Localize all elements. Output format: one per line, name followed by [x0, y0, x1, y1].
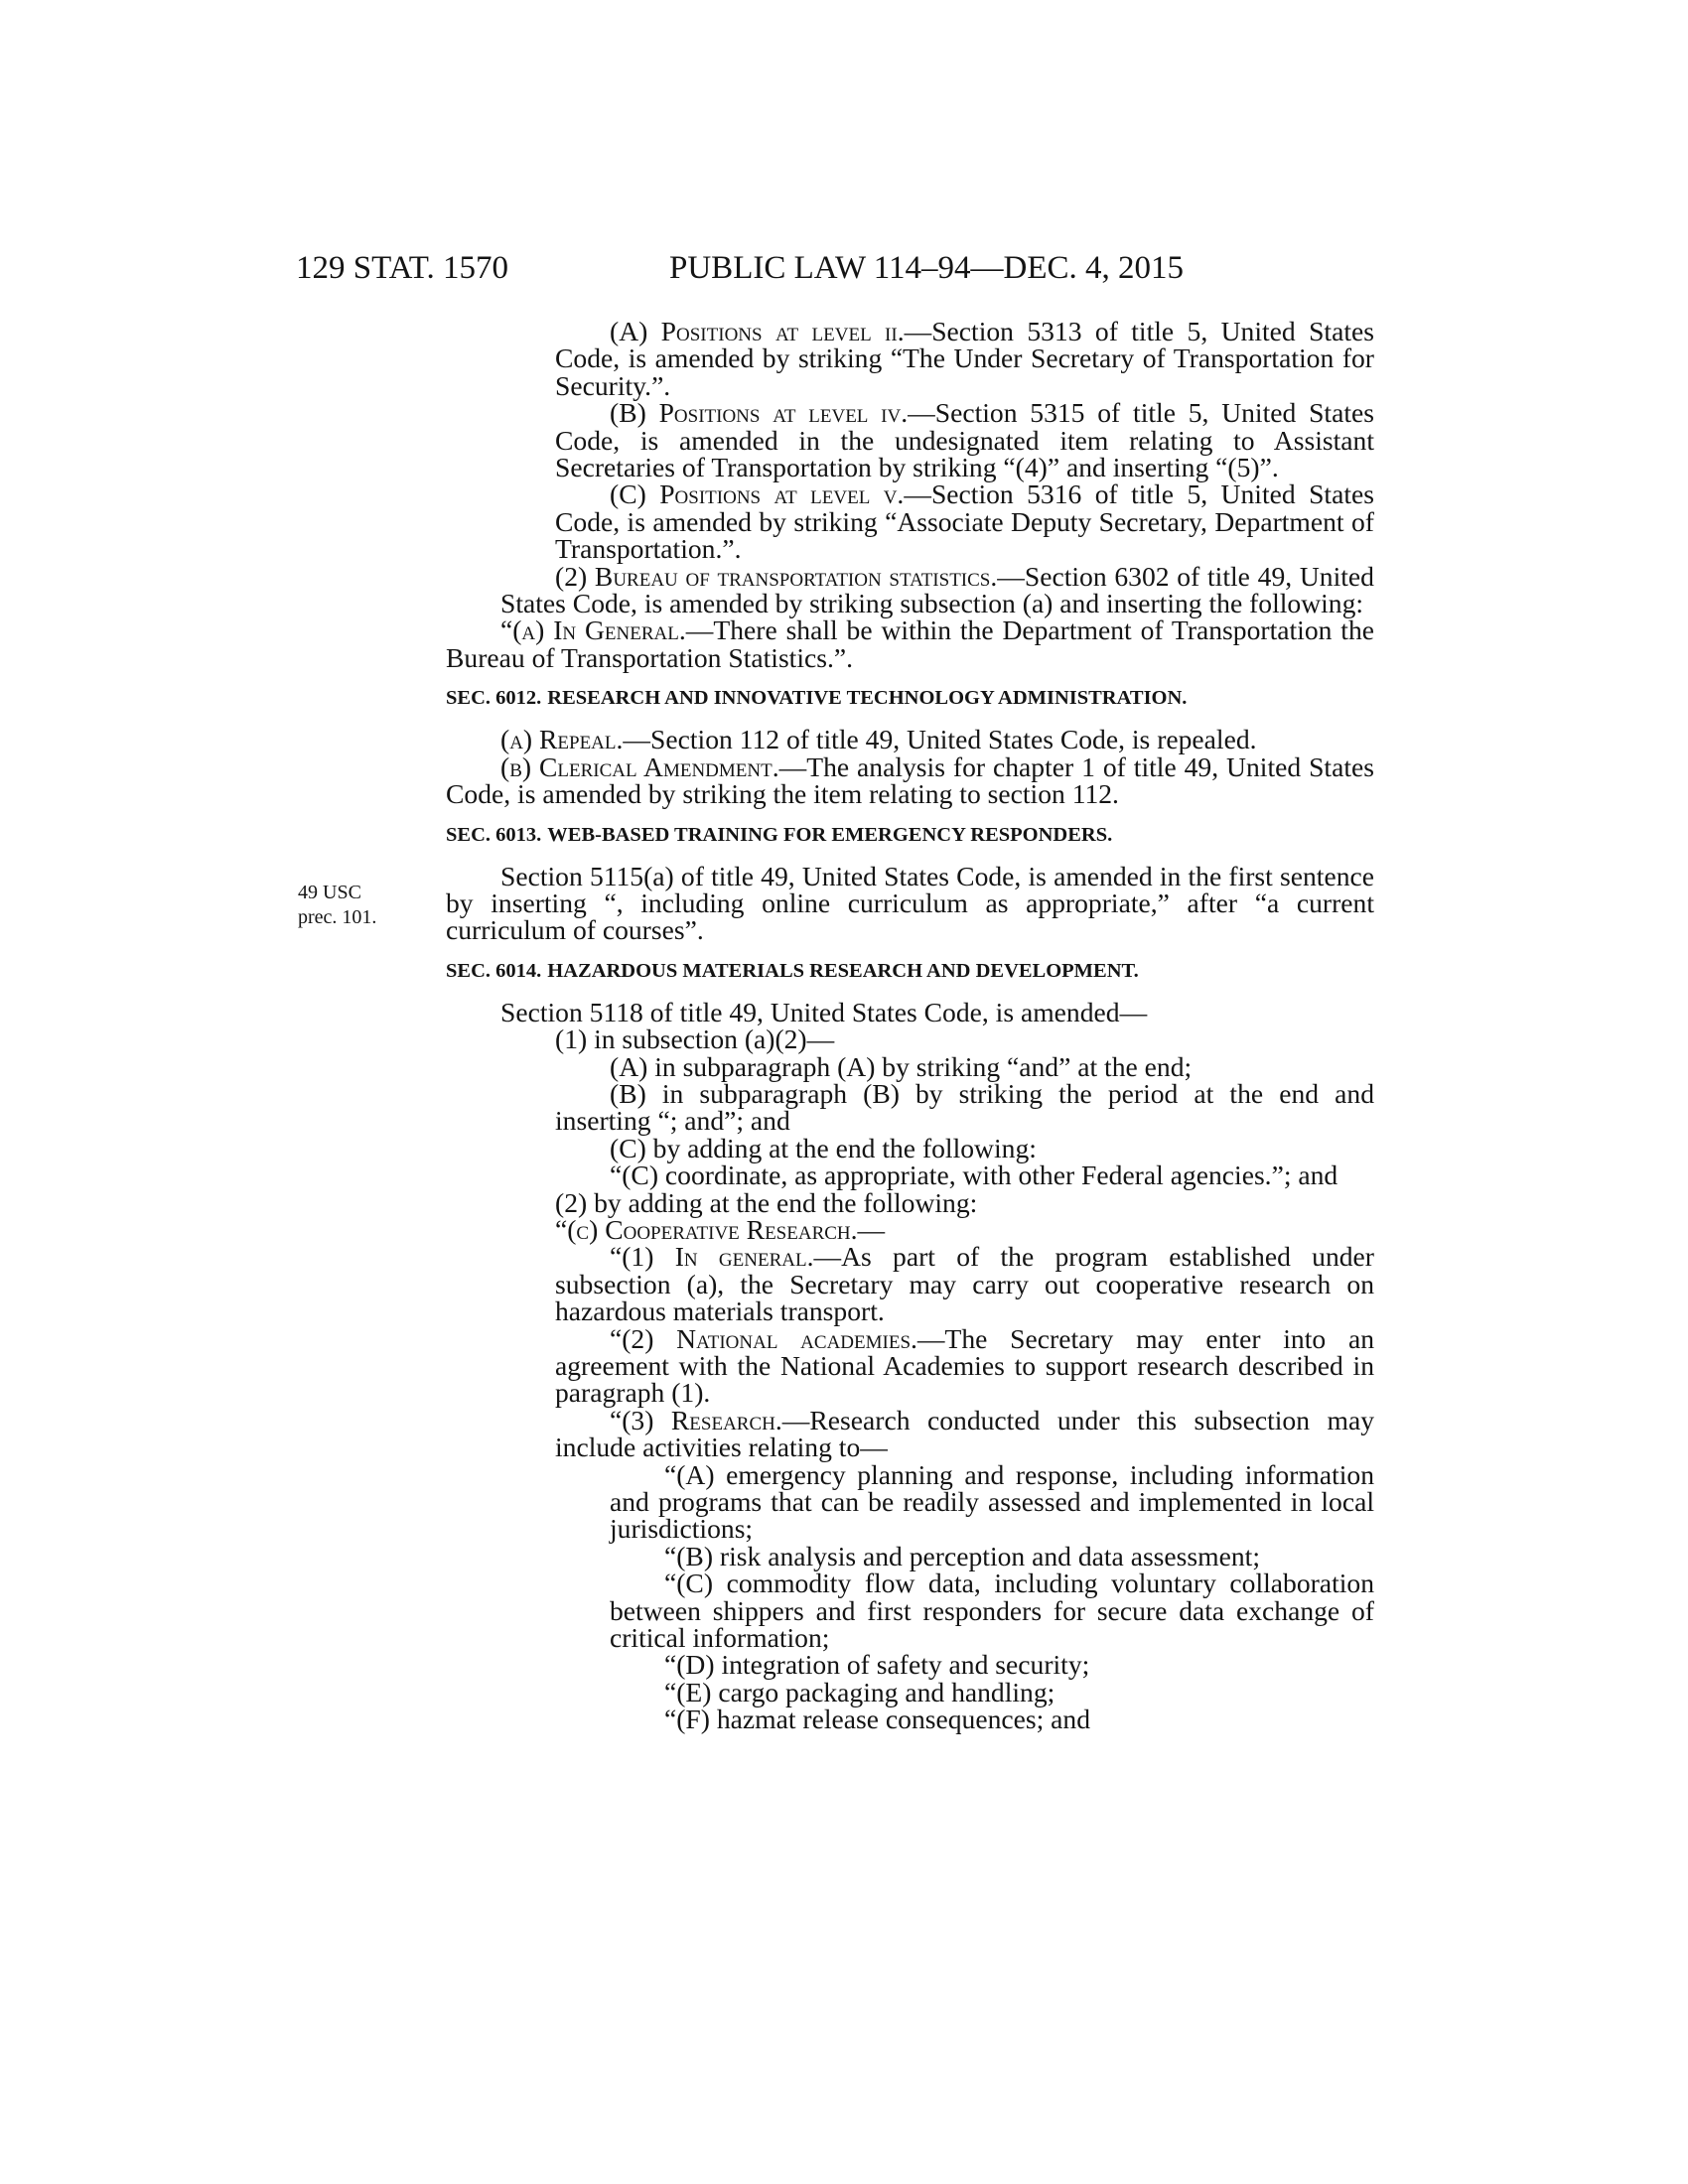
paragraph-research-d: “(D) integration of safety and security; [664, 1649, 1090, 1681]
paragraph-research-f: “(F) hazmat release consequences; and [664, 1704, 1091, 1735]
paragraph-positions-level-iv [500, 397, 1374, 483]
paragraph-heading: (A) Positions at level ii. [610, 316, 905, 346]
paragraph-in-general-1 [500, 1241, 1374, 1327]
paragraph-adding-at-end: (2) by adding at the end the following: [555, 1186, 978, 1218]
paragraph-cooperative-research [500, 1213, 1374, 1245]
paragraph-text: —There shall be within the Department of Transportation the Bureau of Transportation Statistics.”. [446, 614, 1374, 673]
paragraph-research-c: “(C) commodity flow data, including voluntary collaboration between shippers and first responders for secure data exchange of critical information; [610, 1568, 1374, 1654]
paragraph-subpara-a: (A) in subparagraph (A) by striking “and” at the end; [610, 1050, 1193, 1082]
paragraph-heading: “(a) In General. [500, 614, 686, 646]
paragraph-heading: (C) Positions at level v. [610, 478, 905, 510]
paragraph-text: —Research conducted under this subsection may include activities relating to— [555, 1404, 1374, 1463]
paragraph-text: —Section 112 of title 49, United States Code, is repealed. [623, 724, 1257, 755]
paragraph-text: —Section 5315 of title 5, United States Code, is amended in the undesignated item relating to Assistant Secretaries of Transportation by striking “(4)” and inserting “(5)”. [555, 397, 1374, 483]
paragraph-heading: “(2) National academies. [610, 1322, 917, 1354]
paragraph-text: —The Secretary may enter into an agreement with the National Academies to support research described in paragraph (1). [555, 1322, 1374, 1409]
paragraph-repeal [446, 724, 1374, 755]
paragraph-clerical-amendment [446, 753, 1374, 808]
statute-page-number: 129 STAT. 1570 [296, 250, 509, 286]
body-text [446, 316, 1375, 1735]
section-number: SEC. 6012. [446, 687, 542, 710]
paragraph-text: —Section 5313 of title 5, United States Code, is amended by striking “The Under Secretary of Transportation for Security.”. [555, 316, 1374, 401]
paragraph-text: —Section 6302 of title 49, United States Code, is amended by striking subsection (a) and inserting the following: [500, 560, 1374, 619]
paragraph-research-b: “(B) risk analysis and perception and data assessment; [664, 1540, 1260, 1571]
paragraph-heading: (B) Positions at level iv. [610, 397, 909, 429]
section-title: HAZARDOUS MATERIALS RESEARCH AND DEVELOPMENT. [547, 959, 1139, 982]
paragraph-subpara-c: (C) by adding at the end the following: [610, 1132, 1037, 1163]
paragraph-heading: “(1) In general. [610, 1241, 814, 1273]
paragraph-national-academies [500, 1322, 1374, 1409]
paragraph-research-a: “(A) emergency planning and response, including information and programs that can be readily assessed and implemented in local jurisdictions; [610, 1458, 1374, 1545]
paragraph-coordinate: “(C) coordinate, as appropriate, with other Federal agencies.”; and [610, 1160, 1338, 1191]
section-heading-6013 [446, 822, 1374, 849]
paragraph-heading: (2) Bureau of transportation statistics. [555, 560, 998, 592]
paragraph-text: —The analysis for chapter 1 of title 49, United States Code, is amended by striking the item relating to section 112. [446, 751, 1375, 810]
paragraph-text: —Section 5316 of title 5, United States Code, is amended by striking “Associate Deputy Secretary, Department of Transportation.”. [555, 478, 1374, 565]
paragraph-heading: (b) Clerical Amendment. [500, 751, 779, 782]
paragraph-subsection-a2: (1) in subsection (a)(2)— [555, 1024, 835, 1055]
paragraph-heading: “(3) Research. [610, 1404, 782, 1435]
paragraph-text: —As part of the program established under subsection (a), the Secretary may carry out cooperative research on hazardous materials transport. [555, 1241, 1374, 1327]
paragraph-subpara-b: (B) in subparagraph (B) by striking the period at the end and inserting “; and”; and [555, 1077, 1374, 1137]
paragraph-research-e: “(E) cargo packaging and handling; [664, 1676, 1055, 1707]
paragraph-positions-level-v [500, 478, 1374, 565]
paragraph-positions-level-ii [500, 318, 1374, 399]
paragraph-text: — [857, 1213, 886, 1245]
paragraph-in-general-a [446, 616, 1374, 671]
section-heading-6012 [446, 685, 1374, 712]
margin-citation [298, 881, 376, 930]
running-header: PUBLIC LAW 114–94—DEC. 4, 2015 [669, 250, 1185, 286]
section-number: SEC. 6013. [446, 823, 542, 846]
section-title: RESEARCH AND INNOVATIVE TECHNOLOGY ADMINISTRATION. [547, 687, 1188, 710]
paragraph-section-5118: Section 5118 of title 49, United States Code, is amended— [500, 996, 1148, 1027]
margin-citation-line-2: prec. 101. [298, 906, 377, 928]
section-title: WEB-BASED TRAINING FOR EMERGENCY RESPONDERS. [547, 823, 1113, 846]
paragraph-research [500, 1404, 1374, 1463]
paragraph-heading: (a) Repeal. [500, 724, 624, 755]
section-heading-6014 [446, 958, 1374, 985]
paragraph-section-5115: Section 5115(a) of title 49, United States Code, is amended in the first sentence by inserting “, including online curriculum as appropriate,” after “a current curriculum of courses”. [446, 860, 1374, 946]
section-number: SEC. 6014. [446, 959, 542, 982]
paragraph-heading: “(c) Cooperative Research. [555, 1213, 858, 1245]
margin-citation-line-1: 49 USC [298, 882, 361, 903]
paragraph-bureau-statistics [500, 560, 1374, 619]
